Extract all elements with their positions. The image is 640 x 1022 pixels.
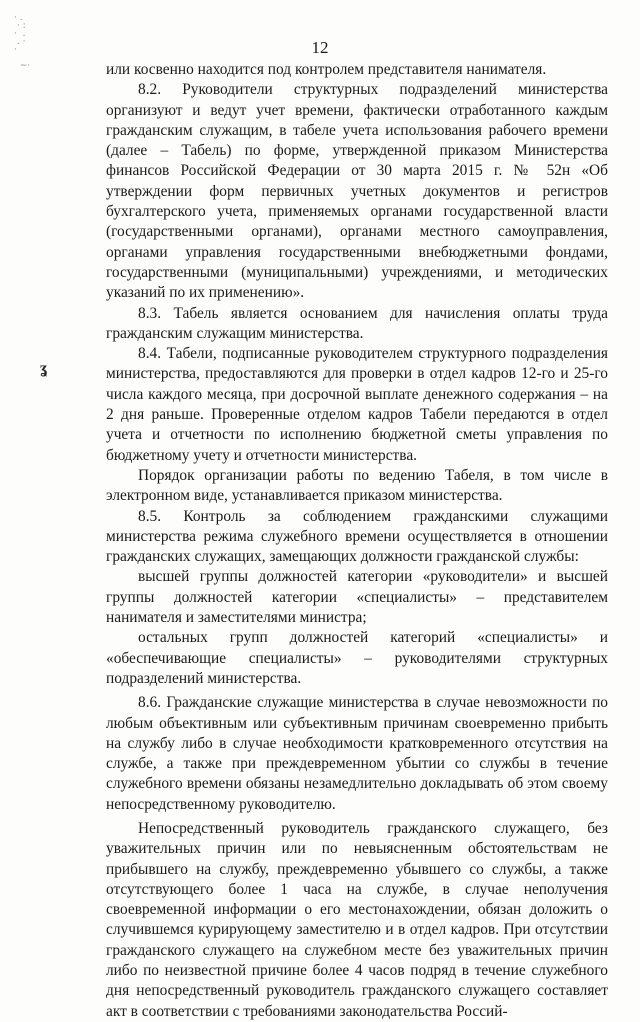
paragraph-highest-group: высшей группы должностей категории «руководители» и высшей группы должностей категории «специалисты» – представителем нанимателя и заместителями министра;: [106, 568, 608, 627]
page-number: 12: [311, 38, 329, 57]
document-body: [106, 60, 608, 1022]
paragraph-continuation: или косвенно находится под контролем представителя нанимателя.: [106, 61, 547, 78]
paragraph-8-6: 8.6. Гражданские служащие министерства в случае невозможности по любым объективным или субъективным причинам своевременно прибыть на службу либо в случае необходимости кратковременного отсутствия на службе, а также при преждевременном убытии со службы в течение служебного времени обязаны незамедлительно докладывать об этом своему непосредственному руководителю.: [106, 694, 608, 813]
paragraph-8-5: 8.5. Контроль за соблюдением гражданскими служащими министерства режима служебного времени осуществляется в отношении гражданских служащих, замещающих должности гражданской службы:: [106, 507, 608, 566]
paragraph-8-2: 8.2. Руководители структурных подразделений министерства организуют и ведут учет времени, фактически отработанного каждым гражданским служащим, в табеле учета использования рабочего времени (далее – Табель) по форме, утвержденной приказом Министерства финансов Российской Федерации от 30 марта 2015 г. № 52н «Об утверждении форм первичных учетных документов и регистров бухгалтерского учета, применяемых органами государственной власти (государственными органами), органами местного самоуправления, органами управления государственными внебюджетными фондами, государственными (муниципальными) учреждениями, и методических указаний по их применению».: [106, 81, 608, 302]
scan-artifact: · . · : · . . · · ~·: [14, 13, 31, 71]
paragraph-timesheet-order: Порядок организации работы по ведению Табеля, в том числе в электронном виде, устанавливается приказом министерства.: [106, 466, 608, 505]
margin-mark: ʓ: [40, 360, 48, 377]
paragraph-supervisor-duty: Непосредственный руководитель гражданского служащего, без уважительных причин или по невыясненным обстоятельствам не прибывшего на службу, преждевременно убывшего со службы, а также отсутствующего более 1 часа на службе, в случае неполучения своевременной информации о его местонахождении, обязан доложить о случившемся курирующему заместителю и в отдел кадров. При отсутствии гражданского служащего на служебном месте без уважительных причин либо по неизвестной причине более 4 часов подряд в течение служебного дня непосредственный руководитель гражданского служащего составляет акт в соответствии с требованиями законодательства Россий-: [106, 819, 608, 1020]
paragraph-other-groups: остальных групп должностей категорий «специалисты» и «обеспечивающие специалисты» – руководителями структурных подразделений министерства.: [106, 629, 608, 687]
paragraph-8-4: 8.4. Табели, подписанные руководителем структурного подразделения министерства, предоставляются для проверки в отдел кадров 12-го и 25-го числа каждого месяца, при досрочной выплате денежного содержания – на 2 дня раньше. Проверенные отделом кадров Табели передаются в отдел учета и отчетности по исполнению бюджетной сметы управления по бюджетному учету и отчетности министерства.: [106, 345, 608, 464]
paragraph-8-3: 8.3. Табель является основанием для начисления оплаты труда гражданским служащим министерства.: [106, 304, 608, 342]
